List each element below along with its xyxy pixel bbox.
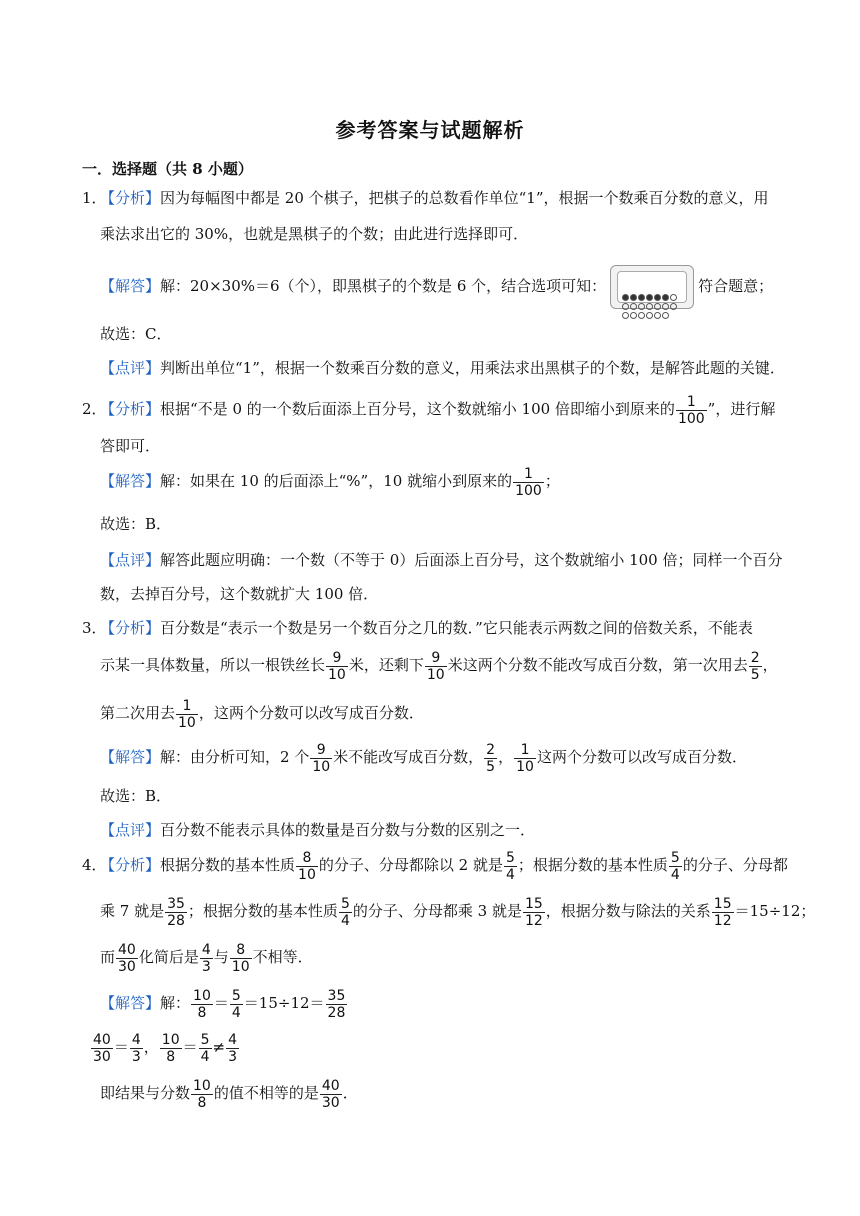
q2-choice: 故选：B． [100,515,172,533]
q4-a1b: 的分子、分母都除以 2 就是 [318,856,503,874]
fraction: $\frac{40}{30}$ [93,1031,111,1065]
fraction: $\frac{5}{4}$ [670,849,680,883]
fraction: $\frac{2}{5}$ [750,649,760,683]
fraction: $\frac{4}{3}$ [131,1031,141,1065]
fraction: $\frac{9}{10}$ [312,741,331,775]
q4-s1c: ＝15÷12＝ [243,994,325,1012]
q4-a1a: 根据分数的基本性质 [160,856,296,874]
q4-s2c: ＝ [182,1038,198,1056]
fraction: $\frac{4}{3}$ [228,1031,238,1065]
fraction: $\frac{40}{30}$ [321,1077,340,1111]
q4-a1c: ；根据分数的基本性质 [517,856,668,874]
q4-a2e: ＝15÷12； [734,902,816,920]
q4-a3a: 而 [100,948,116,966]
q3-solution [100,740,790,774]
q1-comment-text: 判断出单位“1”，根据一个数乘百分数的意义，用乘法求出黑棋子的个数，是解答此题的关键． [160,359,785,377]
q4-number: 4． [82,856,107,874]
q4-s1b: ＝ [213,994,229,1012]
q4-a2d: ，根据分数与除法的关系 [545,902,711,920]
q1-analysis-text1: 因为每幅图中都是 20 个棋子，把棋子的总数看作单位“1”，根据一个数乘百分数的意义，用 [160,189,769,207]
fraction: $\frac{8}{10}$ [231,941,250,975]
q2-solution-text: 解：如果在 10 的后面添上“%”，10 就缩小到原来的 [160,472,513,490]
fraction: $\frac{40}{30}$ [118,941,136,975]
fraction: $\frac{10}{8}$ [193,1077,211,1111]
q4-solution-line1 [100,986,790,1020]
q3-s1a: 解：由分析可知，2 个 [160,748,310,766]
q2-number: 2． [82,400,107,418]
q3-a3b: ，这两个分数可以改写成百分数． [198,704,424,722]
q3-comment [100,820,790,840]
q2-comment-line1 [100,550,790,570]
q3-s1b: 米不能改写成百分数， [333,748,484,766]
q3-analysis-line2 [100,648,790,682]
q4-a2a: 乘 7 就是 [100,902,165,920]
q3-analysis-line3 [100,696,790,730]
q1-comment [100,358,790,378]
fraction: $\frac{9}{10}$ [426,649,445,683]
fraction: $\frac{1}{10}$ [178,697,196,731]
q3-a2b: 米，还剩下 [348,656,424,674]
q4-analysis-line2 [100,894,816,929]
q3-analysis-line1 [82,618,790,638]
q2-comment-line2: 数，去掉百分号，这个数就扩大 100 倍． [100,585,379,603]
q3-a2a: 示某一具体数量，所以一根铁丝长 [100,656,326,674]
q3-s1c: ， [498,748,514,766]
q1-solution-line [100,264,790,308]
q2-analysis-line1 [82,393,790,427]
q2-solution-text2: ； [544,472,560,490]
q4-a2c: 的分子、分母都乘 3 就是 [352,902,522,920]
q1-solution-text2: 符合题意； [698,277,774,295]
solution-tag: 【解答】 [100,994,161,1012]
fraction: $\frac{9}{10}$ [328,649,346,683]
fraction: $\frac{5}{4}$ [231,987,241,1021]
q4-a2b: ；根据分数的基本性质 [187,902,338,920]
fraction: $\frac{4}{3}$ [201,941,211,975]
comment-tag: 【点评】 [100,359,161,377]
q3-analysis-text1: 百分数是“表示一个数是另一个数百分之几的数．”它只能表示两数之间的倍数关系，不能表 [160,619,753,637]
section-heading: 一．选择题（共 8 小题） [82,160,253,178]
q4-analysis-line1 [82,848,790,883]
q2-analysis-text1: 根据“不是 0 的一个数后面添上百分号，这个数就缩小 100 倍即缩小到原来的 [160,400,675,418]
fraction: $\frac{35}{28}$ [327,987,346,1021]
q3-a2c: 米这两个分数不能改写成百分数，第一次用去 [447,656,748,674]
fraction: $\frac{1}{100}$ [677,393,705,427]
q4-s2d: ≠ [212,1038,226,1056]
fraction: $\frac{15}{12}$ [713,895,732,929]
q4-s2b: ， [143,1038,159,1056]
page-title: 参考答案与试题解析 [335,118,525,142]
q3-a2d: ， [762,656,778,674]
q4-solution-line3 [100,1076,790,1110]
q3-s1d: 这两个分数可以改写成百分数． [536,748,747,766]
fraction: $\frac{10}{8}$ [193,987,211,1021]
q4-s3b: 的值不相等的是 [213,1084,319,1102]
fraction: $\frac{1}{100}$ [515,465,542,499]
q4-solution-line2 [90,1030,780,1064]
fraction: $\frac{5}{4}$ [340,895,350,929]
analysis-tag: 【分析】 [100,856,161,874]
q3-comment-text: 百分数不能表示具体的数量是百分数与分数的区别之一． [160,821,536,839]
q4-s2a: ＝ [113,1038,129,1056]
q3-number: 3． [82,619,107,637]
solution-tag: 【解答】 [100,472,161,490]
fraction: $\frac{5}{4}$ [200,1031,210,1065]
solution-tag: 【解答】 [100,277,161,295]
fraction: $\frac{35}{28}$ [167,895,185,929]
fraction: $\frac{15}{12}$ [524,895,543,929]
q2-comment-text1: 解答此题应明确：一个数（不等于 0）后面添上百分号，这个数就缩小 100 倍；同样一个百分 [160,551,783,569]
q4-a3b: 化简后是 [138,948,199,966]
q4-s3c: ． [342,1084,358,1102]
fraction: $\frac{1}{10}$ [516,741,534,775]
q4-s3a: 即结果与分数 [100,1084,191,1102]
q4-a1d: 的分子、分母都 [682,856,788,874]
q4-a3c: 与 [213,948,229,966]
comment-tag: 【点评】 [100,551,161,569]
q3-a3a: 第二次用去 [100,704,176,722]
q2-analysis-line2: 答即可． [100,437,161,455]
q1-analysis-line1 [82,188,790,208]
q3-choice: 故选：B． [100,787,172,805]
abacus-image [610,265,694,309]
comment-tag: 【点评】 [100,821,161,839]
fraction: $\frac{10}{8}$ [161,1031,180,1065]
analysis-tag: 【分析】 [100,400,161,418]
q1-solution-text: 解：20×30%＝6（个），即黑棋子的个数是 6 个，结合选项可知： [160,277,607,295]
q1-choice: 故选：C． [100,325,172,343]
q4-a3d: 不相等． [252,948,313,966]
fraction: $\frac{2}{5}$ [486,741,496,775]
fraction: $\frac{5}{4}$ [505,849,515,883]
q2-analysis-text1b: ”，进行解 [707,400,776,418]
q1-number: 1． [82,189,107,207]
q4-s1a: 解： [160,994,191,1012]
solution-tag: 【解答】 [100,748,161,766]
q2-solution [100,466,790,498]
analysis-tag: 【分析】 [100,189,161,207]
fraction: $\frac{8}{10}$ [298,849,316,883]
analysis-tag: 【分析】 [100,619,161,637]
q4-analysis-line3 [100,940,790,974]
q1-analysis-line2: 乘法求出它的 30%，也就是黑棋子的个数；由此进行选择即可． [100,225,529,243]
